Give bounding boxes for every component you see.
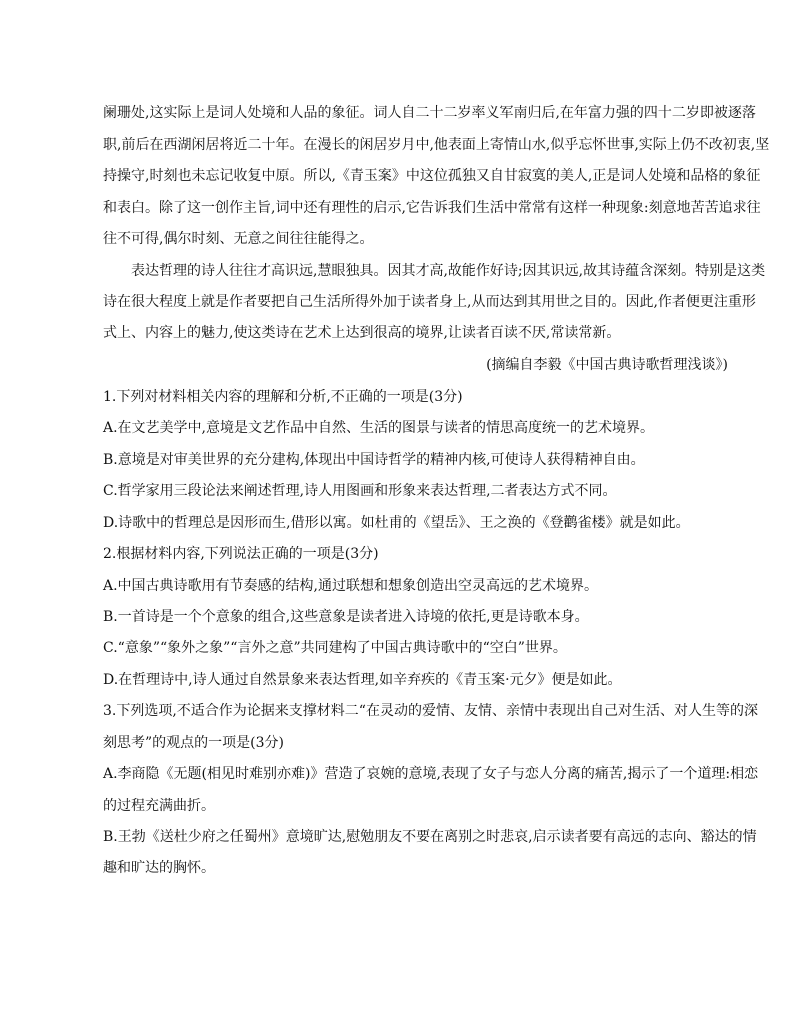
option-c: C.“意象”“象外之象”“言外之意”共同建构了中国古典诗歌中的“空白”世界。 — [103, 640, 567, 656]
passage-line: 式上、内容上的魅力,使这类诗在艺术上达到很高的境界,让读者百读不厌,常读常新。 — [103, 325, 621, 341]
option-b: B.意境是对审美世界的充分建构,体现出中国诗哲学的精神内核,可使诗人获得精神自由。 — [103, 452, 645, 468]
option-d: D.诗歌中的哲理总是因形而生,借形以寓。如杜甫的《望岳》、王之涣的《登鹳雀楼》就是如此。 — [103, 515, 690, 531]
passage-line: 表达哲理的诗人往往才高识远,慧眼独具。因其才高,故能作好诗;因其识远,故其诗蕴含深刻。特别是这类 — [131, 263, 766, 279]
option-c: C.哲学家用三段论法来阐述哲理,诗人用图画和形象来表达哲理,二者表达方式不同。 — [103, 483, 617, 499]
question-stem: 刻思考”的观点的一项是(3分) — [103, 735, 284, 751]
passage-line: 职,前后在西湖闲居将近二十年。在漫长的闲居岁月中,他表面上寄情山水,似乎忘怀世事,实际上仍不改初衷,坚 — [103, 137, 770, 153]
option-d: D.在哲理诗中,诗人通过自然景象来表达哲理,如辛弃疾的《青玉案·元夕》便是如此。 — [103, 672, 622, 688]
option-a: A.在文艺美学中,意境是文艺作品中自然、生活的图景与读者的情思高度统一的艺术境界。 — [103, 420, 655, 436]
question-stem: 1.下列对材料相关内容的理解和分析,不正确的一项是(3分) — [103, 389, 463, 405]
option-a: 的过程充满曲折。 — [103, 798, 215, 814]
passage-line: 诗在很大程度上就是作者要把自己生活所得外加于读者身上,从而达到其用世之目的。因此,作者便更注重形 — [103, 294, 756, 310]
option-b: 趣和旷达的胸怀。 — [103, 860, 215, 876]
option-b: B.一首诗是一个个意象的组合,这些意象是读者进入诗境的依托,更是诗歌本身。 — [103, 609, 589, 625]
question-stem: 2.根据材料内容,下列说法正确的一项是(3分) — [103, 546, 379, 562]
passage-line: 阑珊处,这实际上是词人处境和人品的象征。词人自二十二岁率义军南归后,在年富力强的四十二岁即被逐落 — [103, 105, 756, 121]
passage-source: (摘编自李毅《中国古典诗歌哲理浅谈》) — [486, 357, 728, 373]
option-a: A.李商隐《无题(相见时难别亦难)》营造了哀婉的意境,表现了女子与恋人分离的痛苦,揭示了一个道理:相恋 — [103, 766, 759, 782]
option-b: B.王勃《送杜少府之任蜀州》意境旷达,慰勉朋友不要在离别之时悲哀,启示读者要有高远的志向、豁达的情 — [103, 829, 757, 845]
passage-line: 和表白。除了这一创作主旨,词中还有理性的启示,它告诉我们生活中常常有这样一种现象:刻意地苦苦追求往 — [103, 200, 761, 216]
question-stem: 3.下列选项,不适合作为论据来支撑材料二“在灵动的爱情、友情、亲情中表现出自己对生活、对人生等的深 — [103, 703, 758, 719]
passage-line: 往不可得,偶尔时刻、无意之间往往能得之。 — [103, 231, 374, 247]
option-a: A.中国古典诗歌用有节奏感的结构,通过联想和想象创造出空灵高远的艺术境界。 — [103, 578, 599, 594]
passage-line: 持操守,时刻也未忘记收复中原。所以,《青玉案》中这位孤独又自甘寂寞的美人,正是词人处境和品格的象征 — [103, 168, 761, 184]
